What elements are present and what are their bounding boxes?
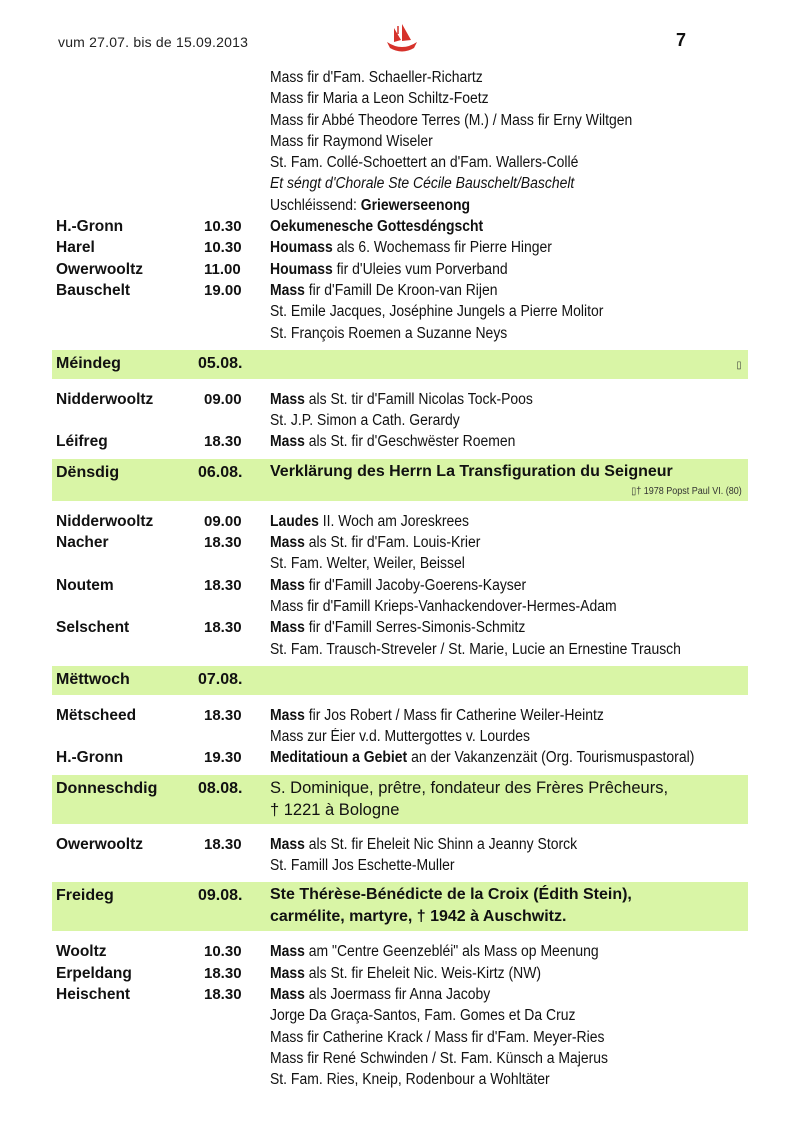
feast-line-2: carmélite, martyre, † 1942 à Auschwitz. bbox=[270, 908, 567, 926]
desc-text: Mass fir Abbé Theodore Terres (M.) / Mass fir Erny Wiltgen bbox=[270, 111, 633, 129]
desc-text: als Joermass fir Anna Jacoby bbox=[304, 985, 491, 1003]
page-header bbox=[0, 0, 800, 62]
mass-time: 09.00 bbox=[204, 512, 242, 530]
desc-bold: Houmass bbox=[270, 260, 333, 278]
day-date: 05.08. bbox=[198, 354, 243, 372]
feast-title bbox=[270, 461, 673, 483]
desc-text: St. Fam. Ries, Kneip, Rodenbour a Wohltäter bbox=[270, 1071, 550, 1089]
schedule-row bbox=[52, 152, 748, 173]
schedule-row bbox=[52, 1005, 748, 1026]
place-name: Selschent bbox=[56, 619, 130, 637]
place-name: Nidderwooltz bbox=[56, 512, 154, 530]
desc-bold: Oekumenesche Gottesdéngscht bbox=[270, 218, 484, 236]
schedule-row bbox=[52, 941, 748, 962]
place-name: H.-Gronn bbox=[56, 749, 124, 767]
mass-description bbox=[270, 575, 526, 596]
desc-text: als St. fir Eheleit Nic Shinn a Jeanny Storck bbox=[304, 835, 578, 853]
day-date: 07.08. bbox=[198, 670, 243, 688]
desc-text: Uschléissend: bbox=[270, 196, 361, 214]
mass-description bbox=[270, 410, 460, 431]
desc-text: fir d'Uleies vum Porverband bbox=[332, 260, 508, 278]
parish-logo-icon bbox=[384, 22, 420, 56]
mass-description bbox=[270, 131, 433, 152]
schedule-row bbox=[52, 705, 748, 726]
feast-title bbox=[270, 777, 668, 821]
day-header bbox=[52, 459, 748, 501]
schedule-row bbox=[52, 553, 748, 574]
mass-description bbox=[270, 1069, 550, 1090]
schedule-row bbox=[52, 323, 748, 344]
day-header bbox=[52, 882, 748, 931]
schedule-row bbox=[52, 67, 748, 88]
place-name: Harel bbox=[56, 239, 95, 257]
mass-description bbox=[270, 195, 470, 216]
mass-time: 18.30 bbox=[204, 619, 242, 637]
desc-text: am "Centre Geenzebléi" als Mass op Meenung bbox=[304, 943, 599, 961]
mass-description bbox=[270, 301, 603, 322]
mass-description bbox=[270, 834, 577, 855]
desc-text: Et séngt d'Chorale Ste Cécile Bauschelt/Baschelt bbox=[270, 175, 575, 193]
place-name: Bauschelt bbox=[56, 281, 131, 299]
schedule-row bbox=[52, 834, 748, 855]
desc-text: II. Woch am Joreskrees bbox=[318, 512, 469, 530]
day-name: Dënsdig bbox=[56, 463, 120, 481]
mass-description bbox=[270, 1048, 608, 1069]
desc-text: als St. tir d'Famill Nicolas Tock-Poos bbox=[304, 390, 533, 408]
desc-text: St. Famill Jos Eschette-Muller bbox=[270, 857, 455, 875]
schedule-row bbox=[52, 431, 748, 452]
mass-description bbox=[270, 323, 507, 344]
desc-bold: Mass bbox=[270, 390, 305, 408]
schedule-row bbox=[52, 596, 748, 617]
mass-description bbox=[270, 259, 508, 280]
mass-description bbox=[270, 88, 489, 109]
desc-text: als 6. Wochemass fir Pierre Hinger bbox=[332, 239, 552, 257]
schedule-row bbox=[52, 575, 748, 596]
place-name: Heischent bbox=[56, 985, 131, 1003]
day-name: Freideg bbox=[56, 887, 114, 905]
schedule bbox=[52, 67, 748, 1090]
schedule-row bbox=[52, 216, 748, 237]
desc-bold: Mass bbox=[270, 281, 305, 299]
mass-description bbox=[270, 216, 483, 237]
schedule-row bbox=[52, 410, 748, 431]
mass-description bbox=[270, 1005, 575, 1026]
schedule-row bbox=[52, 1069, 748, 1090]
desc-bold: Griewerseenong bbox=[360, 196, 471, 214]
desc-text: als St. fir Eheleit Nic. Weis-Kirtz (NW) bbox=[304, 964, 542, 982]
schedule-row bbox=[52, 1027, 748, 1048]
mass-description bbox=[270, 747, 694, 768]
schedule-row bbox=[52, 280, 748, 301]
desc-bold: Mass bbox=[270, 433, 305, 451]
mass-description bbox=[270, 941, 599, 962]
mass-description bbox=[270, 389, 533, 410]
desc-bold: Mass bbox=[270, 964, 305, 982]
desc-text: Mass fir Maria a Leon Schiltz-Foetz bbox=[270, 90, 489, 108]
desc-text: Mass fir d'Fam. Schaeller-Richartz bbox=[270, 69, 483, 86]
place-name: Nidderwooltz bbox=[56, 390, 154, 408]
schedule-row bbox=[52, 963, 748, 984]
mass-description bbox=[270, 1027, 604, 1048]
mass-time: 10.30 bbox=[204, 218, 242, 236]
place-name: Léifreg bbox=[56, 433, 108, 451]
desc-text: St. J.P. Simon a Cath. Gerardy bbox=[270, 412, 460, 430]
desc-text: als St. fir d'Geschwëster Roemen bbox=[304, 433, 516, 451]
schedule-row bbox=[52, 259, 748, 280]
desc-text: Jorge Da Graça-Santos, Fam. Gomes et Da Cruz bbox=[270, 1007, 576, 1025]
day-date: 09.08. bbox=[198, 887, 243, 905]
day-date: 08.08. bbox=[198, 779, 243, 797]
schedule-row bbox=[52, 726, 748, 747]
desc-text: St. Fam. Welter, Weiler, Beissel bbox=[270, 555, 465, 573]
mass-description bbox=[270, 639, 681, 660]
schedule-row bbox=[52, 110, 748, 131]
feast-line-2: † 1221 à Bologne bbox=[270, 800, 400, 819]
mass-description bbox=[270, 173, 574, 194]
mass-description bbox=[270, 855, 455, 876]
mass-time: 18.30 bbox=[204, 835, 242, 853]
mass-time: 18.30 bbox=[204, 433, 242, 451]
mass-time: 19.00 bbox=[204, 281, 242, 299]
place-name: Mëtscheed bbox=[56, 706, 137, 724]
place-name: Wooltz bbox=[56, 943, 107, 961]
day-note: ▯ bbox=[737, 359, 742, 371]
mass-description bbox=[270, 67, 483, 88]
schedule-row bbox=[52, 747, 748, 768]
desc-text: fir Jos Robert / Mass fir Catherine Weiler-Heintz bbox=[304, 706, 604, 724]
mass-description bbox=[270, 596, 617, 617]
mass-time: 10.30 bbox=[204, 943, 242, 961]
schedule-row bbox=[52, 301, 748, 322]
place-name: Owerwooltz bbox=[56, 835, 143, 853]
mass-time: 18.30 bbox=[204, 964, 242, 982]
date-range: vum 27.07. bis de 15.09.2013 bbox=[58, 34, 249, 50]
mass-description bbox=[270, 511, 469, 532]
desc-text: Mass fir Raymond Wiseler bbox=[270, 132, 433, 150]
feast-line-1: S. Dominique, prêtre, fondateur des Frères Prêcheurs, bbox=[270, 778, 669, 797]
desc-bold: Houmass bbox=[270, 239, 333, 257]
mass-description bbox=[270, 963, 541, 984]
mass-description bbox=[270, 705, 604, 726]
day-name: Mëttwoch bbox=[56, 670, 130, 688]
mass-time: 09.00 bbox=[204, 390, 242, 408]
page-number: 7 bbox=[676, 30, 687, 50]
mass-description bbox=[270, 617, 525, 638]
desc-bold: Mass bbox=[270, 943, 305, 961]
desc-text: Mass zur Éier v.d. Muttergottes v. Lourdes bbox=[270, 728, 530, 746]
desc-bold: Mass bbox=[270, 706, 305, 724]
mass-time: 10.30 bbox=[204, 239, 242, 257]
day-header bbox=[52, 666, 748, 695]
mass-description bbox=[270, 280, 498, 301]
place-name: Owerwooltz bbox=[56, 260, 143, 278]
feast-line-1: Ste Thérèse-Bénédicte de la Croix (Édith Stein), bbox=[270, 886, 632, 904]
desc-text: St. François Roemen a Suzanne Neys bbox=[270, 324, 508, 342]
schedule-row bbox=[52, 237, 748, 258]
place-name: Erpeldang bbox=[56, 964, 132, 982]
schedule-row bbox=[52, 639, 748, 660]
day-name: Donneschdig bbox=[56, 779, 158, 797]
schedule-row bbox=[52, 617, 748, 638]
feast-line-1: Verklärung des Herrn La Transfiguration du Seigneur bbox=[270, 462, 673, 480]
desc-bold: Meditatioun a Gebiet bbox=[270, 749, 408, 767]
place-name: Nacher bbox=[56, 534, 109, 552]
schedule-row bbox=[52, 389, 748, 410]
desc-bold: Mass bbox=[270, 534, 305, 552]
mass-description bbox=[270, 553, 465, 574]
mass-time: 19.30 bbox=[204, 749, 242, 767]
day-date: 06.08. bbox=[198, 463, 243, 481]
schedule-row bbox=[52, 131, 748, 152]
desc-text: Mass fir d'Famill Krieps-Vanhackendover-Hermes-Adam bbox=[270, 597, 617, 615]
day-note: ▯† 1978 Popst Paul VI. (80) bbox=[631, 485, 742, 497]
mass-time: 18.30 bbox=[204, 985, 242, 1003]
day-name: Méindeg bbox=[56, 354, 121, 372]
desc-text: St. Fam. Trausch-Streveler / St. Marie, Lucie an Ernestine Trausch bbox=[270, 640, 681, 658]
desc-text: fir d'Famill Serres-Simonis-Schmitz bbox=[304, 619, 526, 637]
mass-description bbox=[270, 431, 515, 452]
desc-bold: Laudes bbox=[270, 512, 319, 530]
mass-description bbox=[270, 110, 632, 131]
mass-description bbox=[270, 984, 490, 1005]
mass-description bbox=[270, 237, 552, 258]
mass-description bbox=[270, 726, 530, 747]
day-header bbox=[52, 350, 748, 379]
desc-bold: Mass bbox=[270, 619, 305, 637]
desc-bold: Mass bbox=[270, 576, 305, 594]
mass-time: 18.30 bbox=[204, 576, 242, 594]
desc-text: fir d'Famill Jacoby-Goerens-Kayser bbox=[304, 576, 527, 594]
desc-text: fir d'Famill De Kroon-van Rijen bbox=[304, 281, 498, 299]
place-name: Noutem bbox=[56, 576, 114, 594]
desc-bold: Mass bbox=[270, 985, 305, 1003]
mass-description bbox=[270, 152, 578, 173]
mass-time: 18.30 bbox=[204, 534, 242, 552]
desc-text: St. Emile Jacques, Joséphine Jungels a Pierre Molitor bbox=[270, 303, 604, 321]
mass-time: 18.30 bbox=[204, 706, 242, 724]
desc-text: als St. fir d'Fam. Louis-Krier bbox=[304, 534, 481, 552]
desc-bold: Mass bbox=[270, 835, 305, 853]
schedule-row bbox=[52, 195, 748, 216]
desc-text: Mass fir Catherine Krack / Mass fir d'Fam. Meyer-Ries bbox=[270, 1028, 605, 1046]
schedule-row bbox=[52, 511, 748, 532]
schedule-row bbox=[52, 855, 748, 876]
desc-text: Mass fir René Schwinden / St. Fam. Künsch a Majerus bbox=[270, 1049, 609, 1067]
mass-description bbox=[270, 532, 480, 553]
desc-text: St. Fam. Collé-Schoettert an d'Fam. Wallers-Collé bbox=[270, 154, 579, 172]
desc-text: an der Vakanzenzäit (Org. Tourismuspastoral) bbox=[407, 749, 695, 767]
feast-title bbox=[270, 884, 632, 928]
schedule-row bbox=[52, 173, 748, 194]
mass-time: 11.00 bbox=[204, 260, 241, 278]
schedule-row bbox=[52, 1048, 748, 1069]
day-header bbox=[52, 775, 748, 824]
schedule-row bbox=[52, 88, 748, 109]
schedule-row bbox=[52, 532, 748, 553]
schedule-row bbox=[52, 984, 748, 1005]
place-name: H.-Gronn bbox=[56, 218, 124, 236]
